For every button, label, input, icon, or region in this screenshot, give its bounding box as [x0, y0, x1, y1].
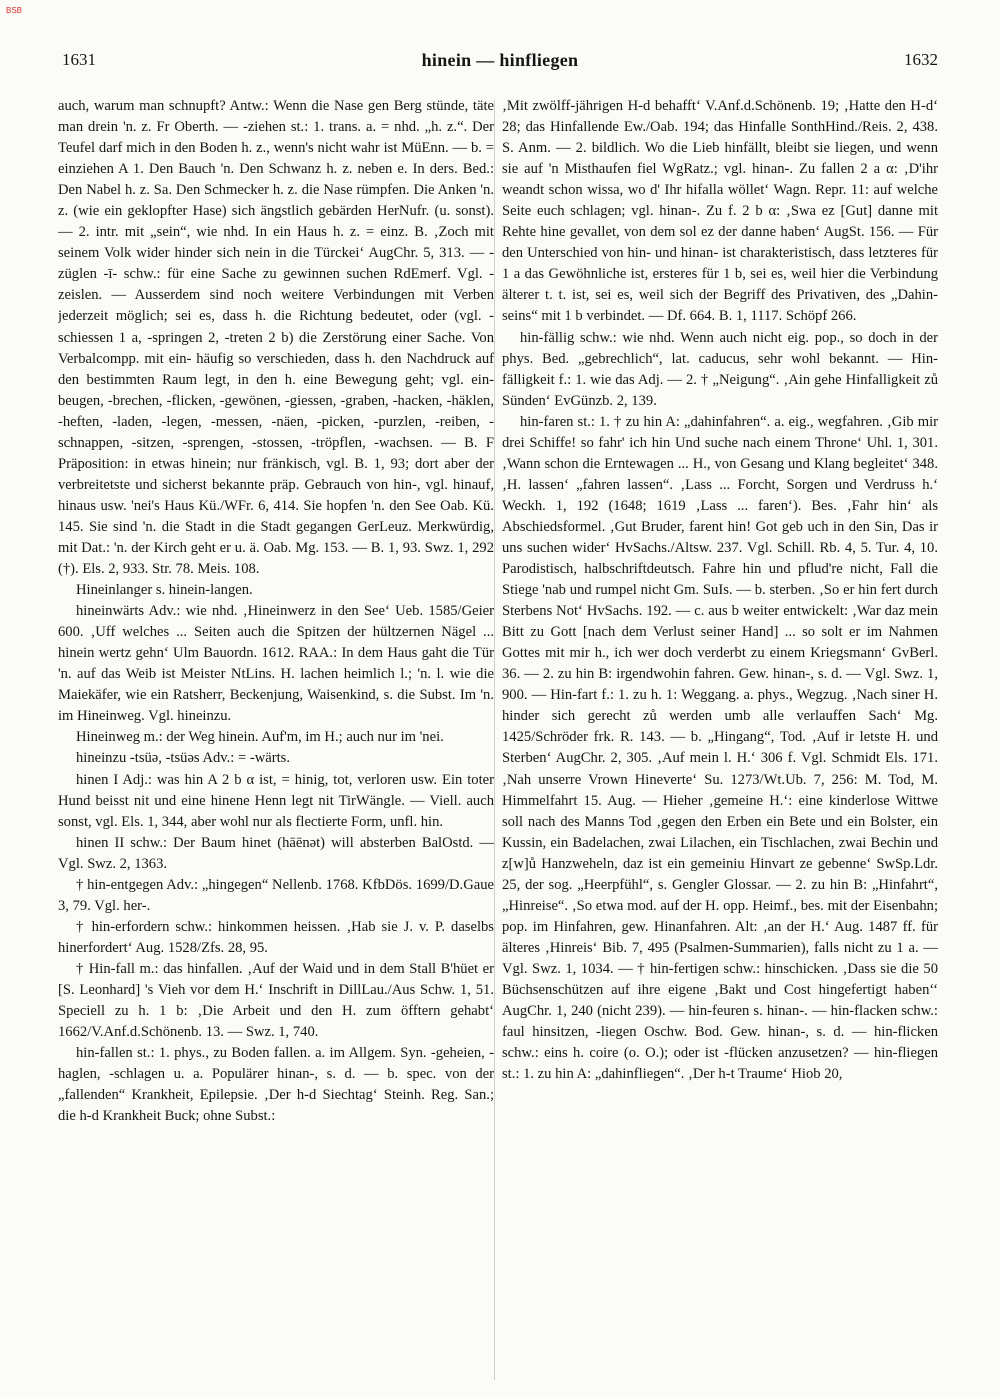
library-stamp: BSB — [6, 6, 23, 15]
entry-paragraph: hineinwärts Adv.: wie nhd. ‚Hineinwerz in den See‘ Ueb. 1585/Geier 600. ‚Uff welches ... Seiten auch die Spitzen der hültzernen Nägel ... hinein wertz gehn‘ Ulm Bauordn. 1612. RAA.: In dem Haus gaht die Tür 'n. auf das Weib ist Meister NtLins. H. lachen heimlich l.; 'n. l. wie die Maiekäfer, wie ein Ratsherr, Beckenjung, Waisenkind, s. die Subst. Im 'n. im Hineinweg. Vgl. hineinzu. — [58, 603, 494, 725]
entry-paragraph: ‚Mit zwölff-jährigen H-d behafft‘ V.Anf.d.Schönenb. 19; ‚Hatte den H-d‘ 28; das Hinfallende Ew./Oab. 194; das Hinfalle SonthHind./Reis. 2, 438. S. Anm. — 2. bildlich. Wo die Lieb hinfällt, bleibt sie liegen, und wenn sie auf 'n Misthaufen fiel WgRatz.; vgl. hinan-. Zu fallen 2 a α: ‚D'ihr weandt schon wissa, wo d' Ihr hifalla wöllet‘ Wagn. Repr. 11: auf welche Seite euch schlagen; vgl. hinan-. Zu f. 2 b α: ‚Swa ez [Gut] danne mit Rehte hine gevallet, von dem sol ez der danne haben‘ AugSt. 156. — Für den Unterschied von hin- und hinan- ist charakteristisch, dass letzteres für 1 a das Gewöhnliche ist, ersteres für 1 b, sei es, weil hier die Verbindung älterer t. t. ist, sei es, weil sich der Begriff des Privativen, des „Dahin-seins“ mit 1 b verbindet. — Df. 664. B. 1, 1117. Schöpf 266. — [502, 98, 938, 325]
left-column — [58, 96, 494, 1386]
entry-paragraph: hin-fällig schw.: wie nhd. Wenn auch nicht eig. pop., so doch in der phys. Bed. „gebrechlich“, lat. caducus, sehr wohl bekannt. — Hin-fälligkeit f.: 1. wie das Adj. — 2. † „Neigung“. ‚Ain gehe Hinfalligkeit zů Sünden‘ EvGünzb. 2, 139. — [502, 329, 938, 409]
entry-paragraph: hin-faren st.: 1. † zu hin A: „dahinfahren“. a. eig., wegfahren. ‚Gib mir drei Schiffe! so fahr' ich hin Und suche nach einem Throne‘ Uhl. 1, 301. ‚Wann schon die Erntewagen ... H., von Gesang und Klang begleitet‘ 348. ‚H. lassen‘ „fahren lassen“. ‚Lass ... Forcht, Sorgen und Verdruss h.‘ Weckh. 1, 192 (1648; 1619 ‚Lass ... faren‘). Bes. ‚Fahr hin‘ als Abschiedsformel. ‚Gut Bruder, farent hin! Got geb uch in den Sin, Das ir uns suchen wider‘ HvSachs./Altsw. 237. Vgl. Schill. Rb. 4, 5. Tur. 4, 10. Parodistisch, halbschriftdeutsch. Fahre hin und pflud're nicht, Fall die Stiege 'nab und rumpel nicht Gm. SuIs. — b. sterben. ‚So er hin fert durch Sterbens Not‘ HvSachs. 192. — c. aus b weiter entwickelt: ‚War daz mein Bitt zu Gott [nach dem Verlust seiner Hand] ... so solt er im Nahmen Gottes mit mir h., ich wer doch verderbt zu einem Kriegsmann‘ GvBerl. 36. — 2. zu hin B: irgendwohin fahren. Gew. hinan-, s. d. — Vgl. Swz. 1, 900. — Hin-fart f.: 1. zu h. 1: Weggang. a. phys., Wegzug. ‚Nach siner H. hinder sich gerecht zů werden umb alle verlauffen Sach‘ Mg. 1425/Schröder frk. R. 143. — b. „Hingang“, Tod. ‚Auf ir letste H. und Sterben‘ AugChr. 2, 305. ‚Auf mein l. H.‘ 306 f. Vgl. Schmidt Els. 171. ‚Nah unserre Vrown Hineverte‘ Su. 1273/Wt.Ub. 7, 256: M. Tod, M. Himmelfahrt 15. Aug. — Hieher ‚gemeine H.‘: eine kinderlose Wittwe soll nach des Manns Tod ‚gegen den Erben ein Bete und ein Bolster, ein Kussin, ein Badelachen, zwai Lilachen, ein Tischlachen, zwai Bechin und z[w]ů Hanzweheln, daz ist ein gemeiniu Hinvart ze gebenne‘ SwSp.Ldr. 25, der sog. „Heerpfühl“, s. Gengler Glossar. — 2. zu hin B: „Hinfahrt“, „Hinreise“. ‚So etwa mod. auf der H. opp. Heimf., bes. mit der Eisenbahn; pop. im Hinfahren, gew. Hinanfahren. Alt: ‚an der H.‘ Aug. 1487 ff. für älteres ‚Hinreis‘ Bib. 7, 495 (Psalmen-Summarien), falls nicht zu 1 a. — Vgl. Swz. 1, 1034. — † hin-fertigen schw.: hinschicken. ‚Dass sie die 50 Büchsenschützen auf ihre eigene ‚Bakt und Cost hingefertigt haben‘‘ AugChr. 1, 240 (nicht 239). — hin-feuren s. hinan-. — hin-flacken schw.: faul hinsitzen, -liegen Oschw. Bod. Gew. hinan-, s. d. — hin-flicken schw.: eins h. coire (o. O.); oder ist -flücken anzusetzen? — hin-fliegen st.: 1. zu hin A: „dahinfliegen“. ‚Der h-t Traume‘ Hiob 20, — [502, 413, 938, 1083]
entry-paragraph: Hineinweg m.: der Weg hinein. Auf'm, im H.; auch nur im 'nei. — [76, 729, 444, 746]
right-column — [502, 96, 938, 1386]
page-title: hinein — hinfliegen — [421, 50, 579, 70]
entry-paragraph: auch, warum man schnupft? Antw.: Wenn die Nase gen Berg stünde, täte man drein 'n. z. Fr Oberth. — -ziehen st.: 1. trans. a. = nhd. „h. z.“. Der Teufel darf mich in den Boden h. z., wenn's nicht wahr ist MüEnn. — b. = einziehen A 1. Den Bauch 'n. Den Schwanz h. z. neben e. In ders. Bed.: Den Nabel h. z. Sa. Den Schmecker h. z. die Nase rümpfen. Die Anken 'n. z. (wie ein geklopfter Hase) sich ängstlich gebärden HerNufr. (u. sonst). — 2. intr. mit „sein“, wie nhd. In ein Haus h. z. = einz. B. ‚Zoch mit seinem Volk wider hinder sich nein in die Türckei‘ AugChr. 5, 313. — -züglen -ī- schw.: für eine Sache zu gewinnen suchen RdEmerf. Vgl. -zeislen. — Ausserdem sind noch weitere Verbindungen mit Verben jederzeit möglich; sei es, dass h. die Richtung bedeutet, oder (vgl. -schiessen 1 a, -springen 2, -treten 2 b) die Zerstörung einer Sache. Von Verbalcompp. mit ein- häufig so verschieden, dass h. den Nachdruck auf den bestimmten Raum legt, in den h. eine Bewegung geht; vgl. ein-beugen, -brechen, -flicken, -gewönen, -giessen, -graben, -hacken, -häklen, -heften, -laden, -legen, -messen, -näen, -picken, -purzlen, -reiben, -schnappen, -sitzen, -sprengen, -stossen, -tröpflen, -wachsen. — B. F Präposition: in etwas hinein; nur fränkisch, vgl. B. 1, 93; dort aber der verbreitetste und sicherst bekannte präp. Gebrauch von hin-, vgl. hinauf, hinaus usw. 'nei's Haus Kü./WFr. 6, 414. Sie hopfen 'n. den See Oab. Kü. 145. Sie sind 'n. die Stadt in die Stadt gegangen GerLeuz. Merkwürdig, mit Dat.: 'n. der Kirch geht er u. ä. Oab. Mg. 153. — B. 1, 93. Swz. 1, 292 (†). Els. 2, 933. Str. 78. Meis. 108. — [58, 98, 494, 578]
page-number-left: 1631 — [62, 50, 96, 69]
entry-paragraph: Hineinlanger s. hinein-langen. — [76, 582, 253, 599]
entry-paragraph: † hin-erfordern schw.: hinkommen heissen. ‚Hab sie J. v. P. daselbs hinerfordert‘ Aug. 1528/Zfs. 28, 95. — [58, 918, 494, 956]
entry-paragraph: † Hin-fall m.: das hinfallen. ‚Auf der Waid und in dem Stall B'hüet er [S. Leonhard] 's Vieh vor dem H.‘ Inschrift in DillLau./Aus Schw. 1, 51. Speciell zu h. 1 b: ‚Die Arbeit und den H. zum öfftern gehabt‘ 1662/V.Anf.d.Schönenb. 13. — Swz. 1, 740. — [58, 960, 494, 1041]
entry-paragraph: hinen I Adj.: was hin A 2 b α ist, = hinig, tot, verloren usw. Ein toter Hund beisst nit und eine hinene Henn legt nit TirWängle. — Viell. auch sonst, vgl. Els. 1, 344, aber wohl nur als flectierte Form, unfl. hin. — [58, 771, 494, 830]
entry-paragraph: hineinzu -tsüə, -tsüəs Adv.: = -wärts. — [76, 750, 290, 767]
entry-paragraph: † hin-entgegen Adv.: „hingegen“ Nellenb. 1768. KfbDös. 1699/D.Gaue 3, 79. Vgl. her-. — [58, 876, 494, 914]
column-divider — [494, 100, 495, 1380]
entry-paragraph: hin-fallen st.: 1. phys., zu Boden fallen. a. im Allgem. Syn. -geheien, -haglen, -schlagen u. a. Populärer hinan-, s. d. — b. spec. von der „fallenden“ Krankheit, Epilepsie. ‚Der h-d Siechtag‘ Steinh. Reg. San.; die h-d Krankheit Buck; ohne Subst.: — [58, 1045, 494, 1125]
page-header — [58, 50, 942, 76]
page-number-right: 1632 — [904, 50, 938, 69]
entry-paragraph: hinen II schw.: Der Baum hinet (hāēnət) will absterben BalOstd. — Vgl. Swz. 2, 1363. — [58, 834, 494, 872]
